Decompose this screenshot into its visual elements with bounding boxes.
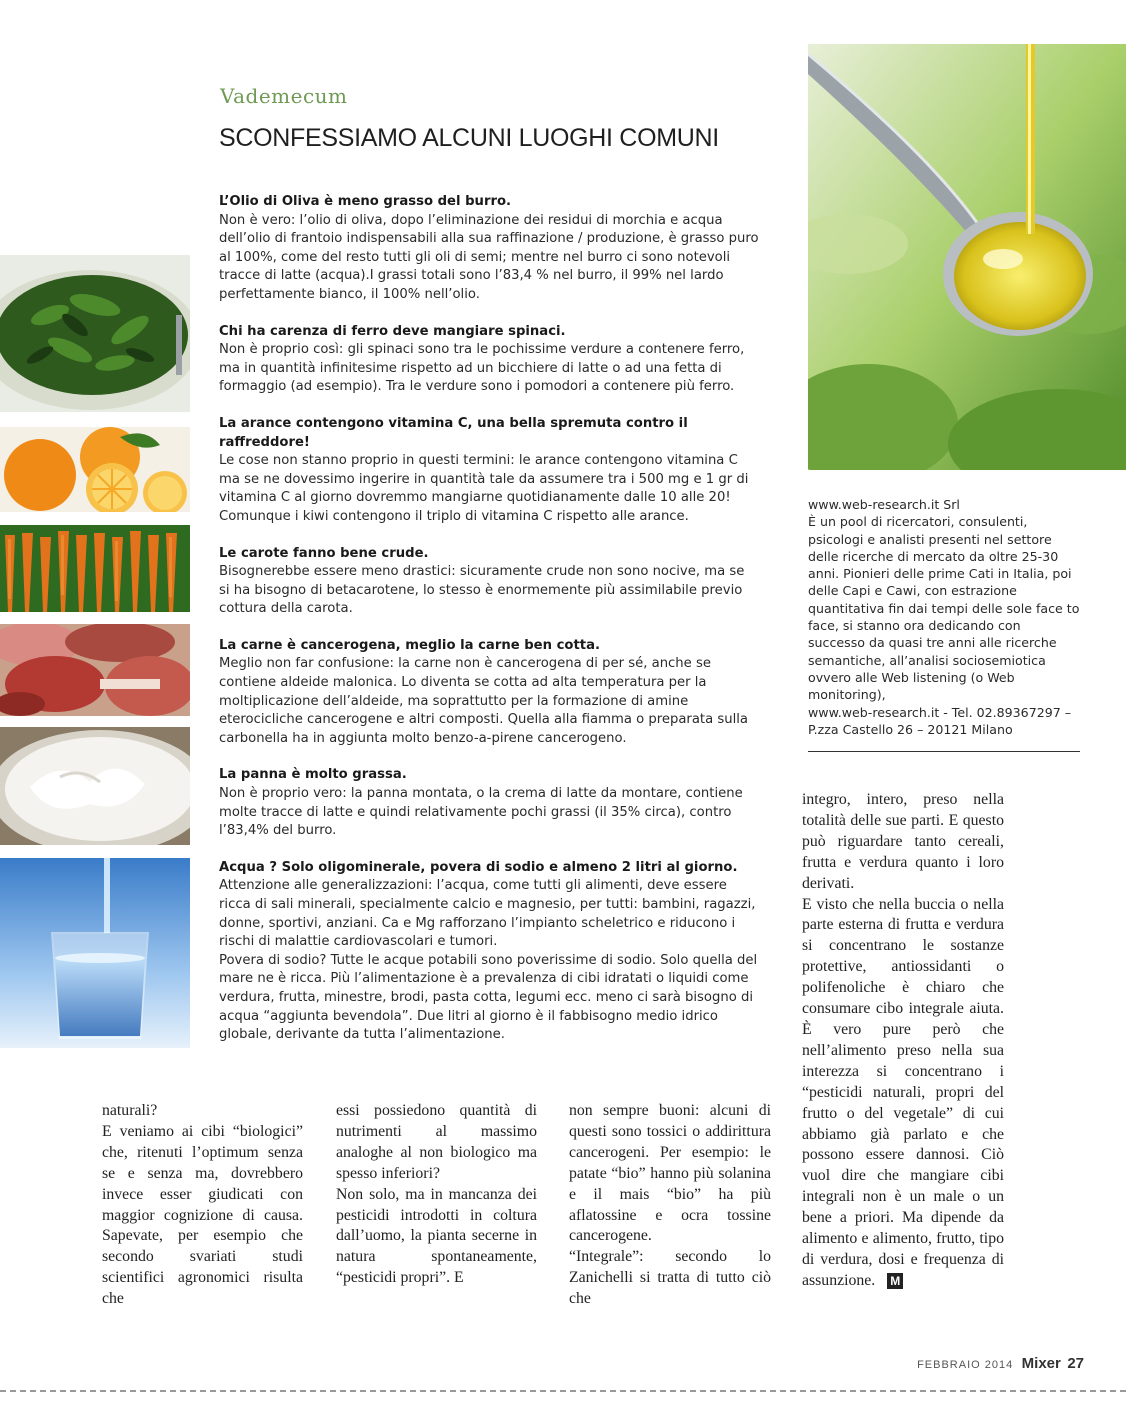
myth-item-olive-oil [219, 193, 759, 305]
myth-text: Meglio non far confusione: la carne non è cancerogena di per sé, anche se contiene aldeide malonica. Lo diventa se cotta ad alta temperatura per la moltiplicazione dell’aldeide, ma soprattutto per la formazione di amine eterocicliche cancerogene e altri composti. Quella alla fiamma o preparata sulla carbonella ha in aggiunta molto benzo-a-pirene cancerogeno. [219, 656, 748, 746]
myth-text: Attenzione alle generalizzazioni: l’acqua, come tutti gli alimenti, deve essere ricca di sali minerali, specialmente calcio e magnesio, per tutti: bambini, ragazzi, donne, sportivi, anziani. Ca e Mg rafforzano l’impianto scheletrico e riducono i rischi di malattie cardiovascolari e tumori. [219, 878, 756, 950]
myths-list [219, 193, 759, 1063]
myth-title: La panna è molto grassa. [219, 767, 407, 783]
myth-title: Le carote fanno bene crude. [219, 545, 429, 561]
water-glass-photo [0, 858, 190, 1048]
myth-text: Non è vero: l’olio di oliva, dopo l’eliminazione dei residui di morchia e acqua dell’olio di frantoio indispensabili alla sua raffinazione / produzione, è grasso puro al 100%, come del resto tutti gli oli di semi; mentre nel burro ci sono notevoli tracce di latte (acqua).I grassi totali sono l’83,4 % nel burro, il 99% nel lardo perfettamente bianco, il 100% nell’olio. [219, 212, 759, 302]
myth-text: Povera di sodio? Tutte le acque potabili sono poverissime di sodio. Solo quella del mare ne è ricca. Più l’alimentazione è a prevalenza di cibi idratati o liquidi come verdura, frutta, minestre, brodi, pasta cotta, legumi ecc. meno ci sarà bisogno di acqua “aggiunta bevendola”. Due litri al giorno è il fabbisogno medio idrico globale, derivante da tutta l’alimentazione. [219, 952, 758, 1043]
sidebar-divider [808, 751, 1080, 752]
body-paragraph: Non solo, ma in mancanza dei pesticidi introdotti in coltura dall’uomo, la pianta secerne in natura spontaneamente, “pesticidi propri”. E [336, 1185, 537, 1287]
section-kicker: Vademecum [220, 84, 348, 108]
body-column-1 [102, 1101, 303, 1310]
company-description: È un pool di ricercatori, consulenti, psicologi e analisti presenti nel settore delle ricerche di mercato da oltre 25-30 anni. Pionieri delle prime Cati in Italia, poi delle Capi e Cawi, con estrazione quantitativa fin dai tempi delle sole face to face, si stanno ora dedicando con successo da quasi tre anni alle ricerche semantiche, all’analisi sociosemiotica ovvero alle Web listening (o Web monitoring), [808, 514, 1080, 703]
myth-text: Le cose non stanno proprio in questi termini: le arance contengono vitamina C ma se ne dovessimo ingerire in quantità tale da assumere tra i 500 mg e 1 gr di vitamina C al giorno dovremmo mangiarne quotidianamente dalle 10 alle 20! Comunque i kiwi contengono il triplo di vitamina C rispetto alle arance. [219, 453, 749, 524]
body-column-3 [569, 1101, 771, 1310]
body-column-2 [336, 1101, 537, 1289]
company-name: www.web-research.it Srl [808, 497, 960, 512]
page-trim-line [0, 1390, 1126, 1392]
myth-item-oranges [219, 415, 759, 527]
body-paragraph: integro, intero, preso nella totalità delle sue parti. E questo può riguardare tanto cereali, frutta e verdura quanto i loro derivati. [802, 791, 1004, 892]
end-of-article-icon: M [887, 1273, 903, 1289]
page-number: 27 [1067, 1355, 1084, 1372]
body-paragraph [802, 895, 1004, 1292]
myth-item-carrots [219, 545, 759, 619]
body-paragraph-text: E visto che nella buccia o nella parte esterna di frutta e verdura si concentrano le sostanze protettive, antiossidanti o polifenoliche è chiaro che consumare cibo integrale aiuta. È vero pure però che nell’alimento preso nella sua interezza si concentrano i “pesticidi naturali, propri del frutto o del vegetale” di cui abbiamo già parlato e che possono essere dannosi. Ciò vuol dire che mangiare cibi integrali non è un male o un bene a priori. Ma dipende da alimento e alimento, frutto, tipo di verdura, dosi e frequenza di assunzione. [802, 895, 1004, 1289]
body-paragraph: “Integrale”: secondo lo Zanichelli si tratta di tutto ciò che [569, 1248, 771, 1308]
body-paragraph: E veniamo ai cibi “biologici” che, ritenuti l’optimum senza se e senza ma, dovrebbero invece esser giudicati con maggior cognizione di causa. Sapevate, per esempio che secondo svariati studi scientifici agronomici risulta che [102, 1122, 303, 1308]
myth-title: L’Olio di Oliva è meno grasso del burro. [219, 194, 512, 209]
spinach-photo [0, 255, 190, 412]
meat-photo [0, 624, 190, 716]
myth-text: Non è proprio vero: la panna montata, o la crema di latte da montare, contiene molte tracce di latte e quindi relativamente pochi grassi (il 35% circa), contro l’83,4% del burro. [219, 786, 743, 839]
myth-title: La arance contengono vitamina C, una bella spremuta contro il raffreddore! [219, 415, 688, 450]
magazine-name: Mixer [1021, 1355, 1061, 1372]
olive-oil-photo [808, 44, 1126, 470]
myth-item-spinach [219, 323, 759, 397]
oranges-photo [0, 427, 190, 512]
myth-item-meat [219, 637, 759, 749]
body-paragraph: essi possiedono quantità di nutrimenti al massimo analoghe al non biologico ma spesso inferiori? [336, 1102, 537, 1182]
carrots-photo [0, 525, 190, 612]
myth-title: Chi ha carenza di ferro deve mangiare spinaci. [219, 323, 566, 339]
page-footer [917, 1355, 1084, 1373]
myth-title: La carne è cancerogena, meglio la carne ben cotta. [219, 637, 601, 653]
company-contacts: www.web-research.it - Tel. 02.89367297 – P.zza Castello 26 – 20121 Milano [808, 704, 1072, 737]
page-headline: SCONFESSIAMO ALCUNI LUOGHI COMUNI [219, 124, 719, 152]
cream-photo [0, 727, 190, 845]
myth-item-cream [219, 766, 759, 840]
issue-date: FEBBRAIO 2014 [917, 1359, 1014, 1371]
myth-text: Non è proprio così: gli spinaci sono tra le pochissime verdure a contenere ferro, ma in quantità infinitesime rispetto ad un bicchiere di latte o ad una fetta di formaggio (ad esempio). Tra le verdure sono i pomodori a contenere più ferro. [219, 342, 745, 395]
myth-item-water [219, 859, 759, 1045]
company-sidebar [808, 496, 1080, 738]
body-column-4 [802, 790, 1004, 1292]
myth-text: Bisognerebbe essere meno drastici: sicuramente crude non sono nocive, ma se si ha bisogno di betacarotene, lo stesso è enormemente più assimilabile previo cottura della carota. [219, 564, 745, 617]
body-paragraph: non sempre buoni: alcuni di questi sono tossici o addirittura cancerogeni. Per esempio: le patate “bio” hanno più solanina e il mais “bio” ha più aflatossine e ocra tossine cancerogene. [569, 1102, 771, 1245]
myth-title: Acqua ? Solo oligominerale, povera di sodio e almeno 2 litri al giorno. [219, 859, 738, 875]
body-paragraph: naturali? [102, 1102, 158, 1119]
